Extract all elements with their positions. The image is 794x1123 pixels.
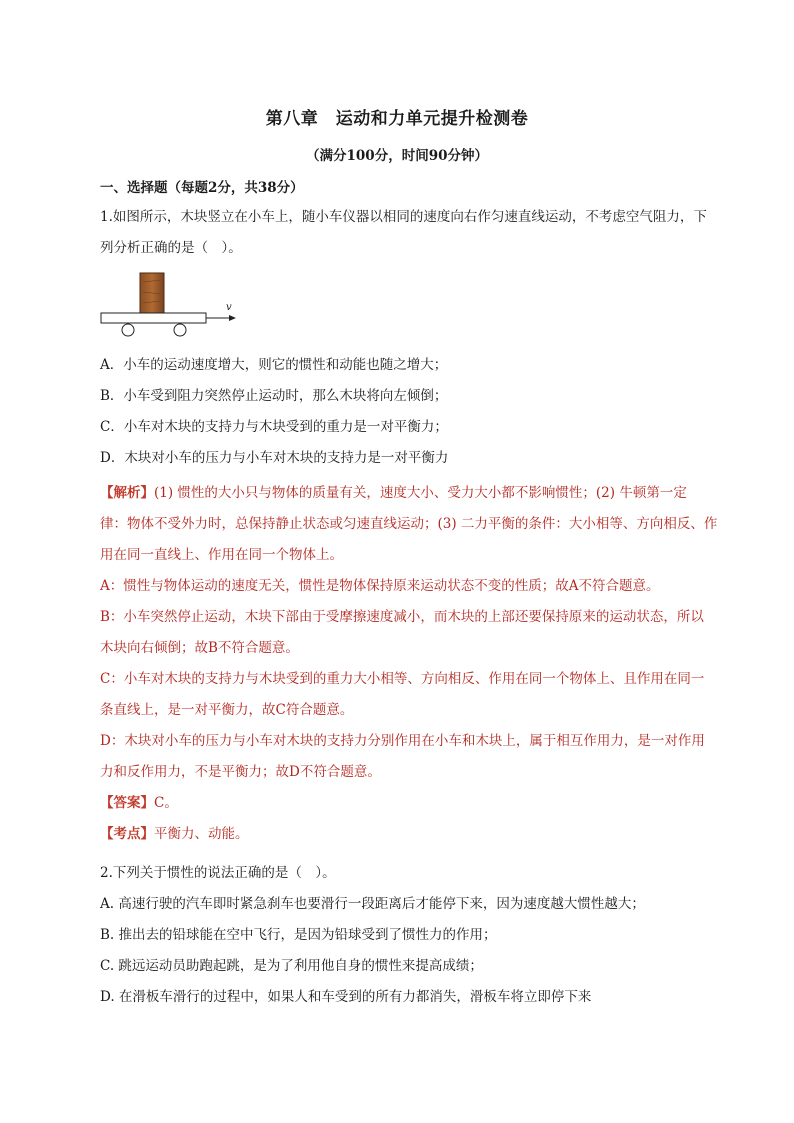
- cart-wheel-left: [122, 324, 134, 336]
- question-1-stem-line-2: 列分析正确的是（ ）。: [100, 240, 242, 256]
- analysis-a: A：惯性与物体运动的速度无关，惯性是物体保持原来运动状态不变的性质；故A不符合题意。: [100, 578, 660, 594]
- question-1-options: [100, 350, 724, 474]
- point-value: 平衡力、动能。: [154, 826, 249, 842]
- question-1-option-d: D．木块对小车的压力与小车对木块的支持力是一对平衡力: [100, 450, 449, 466]
- question-2-option-b: B. 推出去的铅球能在空中飞行，是因为铅球受到了惯性力的作用；: [100, 927, 497, 943]
- section-heading: 一、选择题（每题2分，共38分）: [100, 180, 304, 196]
- question-2-option-c: C. 跳远运动员助跑起跳，是为了利用他自身的惯性来提高成绩；: [100, 958, 483, 974]
- answer-value: C。: [154, 795, 178, 811]
- question-1-option-a: A．小车的运动速度增大，则它的惯性和动能也随之增大；: [100, 357, 448, 373]
- question-2: [100, 858, 724, 1013]
- question-1-option-c: C．小车对木块的支持力与木块受到的重力是一对平衡力；: [100, 419, 448, 435]
- question-2-option-d: D. 在滑板车滑行的过程中，如果人和车受到的所有力都消失，滑板车将立即停下来: [100, 989, 592, 1005]
- analysis-tag: 【解析】: [100, 485, 154, 501]
- question-1-stem: [100, 202, 724, 264]
- analysis-b-line-1: B：小车突然停止运动，木块下部由于受摩擦速度减小，而木块的上部还要保持原来的运动状态，所以: [100, 609, 704, 625]
- analysis-line-2: 律：物体不受外力时，总保持静止状态或匀速直线运动；(3) 二力平衡的条件：大小相等、方向相反、作: [100, 516, 718, 532]
- point-tag: 【考点】: [100, 826, 154, 842]
- cart-block-figure: [100, 268, 250, 340]
- analysis-line-1: (1) 惯性的大小只与物体的质量有关，速度大小、受力大小都不影响惯性；(2) 牛顿第一定: [154, 485, 687, 501]
- analysis-b-line-2: 木块向右倾倒；故B不符合题意。: [100, 640, 299, 656]
- analysis-line-3: 用在同一直线上、作用在同一个物体上。: [100, 547, 343, 563]
- cart-body: [101, 313, 206, 323]
- page-subtitle: （满分100分，时间90分钟）: [306, 148, 488, 164]
- question-1-analysis: [100, 478, 724, 850]
- analysis-d-line-2: 力和反作用力，不是平衡力；故D不符合题意。: [100, 764, 381, 780]
- analysis-d-line-1: D：木块对小车的压力与小车对木块的支持力分别作用在小车和木块上，属于相互作用力，是一对作用: [100, 733, 705, 749]
- question-2-option-a: A. 高速行驶的汽车即时紧急刹车也要滑行一段距离后才能停下来，因为速度越大惯性越大；: [100, 896, 645, 912]
- page-title: 第八章 运动和力单元提升检测卷: [265, 109, 529, 129]
- velocity-label: v: [226, 302, 232, 313]
- question-1-stem-line-1: 1.如图所示，木块竖立在小车上，随小车仪器以相同的速度向右作匀速直线运动，不考虑空气阻力，下: [100, 209, 707, 225]
- analysis-c-line-1: C：小车对木块的支持力与木块受到的重力大小相等、方向相反、作用在同一个物体上、且作用在同一: [100, 671, 705, 687]
- analysis-c-line-2: 条直线上，是一对平衡力，故C符合题意。: [100, 702, 354, 718]
- answer-tag: 【答案】: [100, 795, 154, 811]
- question-1-option-b: B．小车受到阻力突然停止运动时，那么木块将向左倾倒；: [100, 388, 448, 404]
- cart-wheel-right: [174, 324, 186, 336]
- question-2-stem: 2.下列关于惯性的说法正确的是（ ）。: [100, 865, 336, 881]
